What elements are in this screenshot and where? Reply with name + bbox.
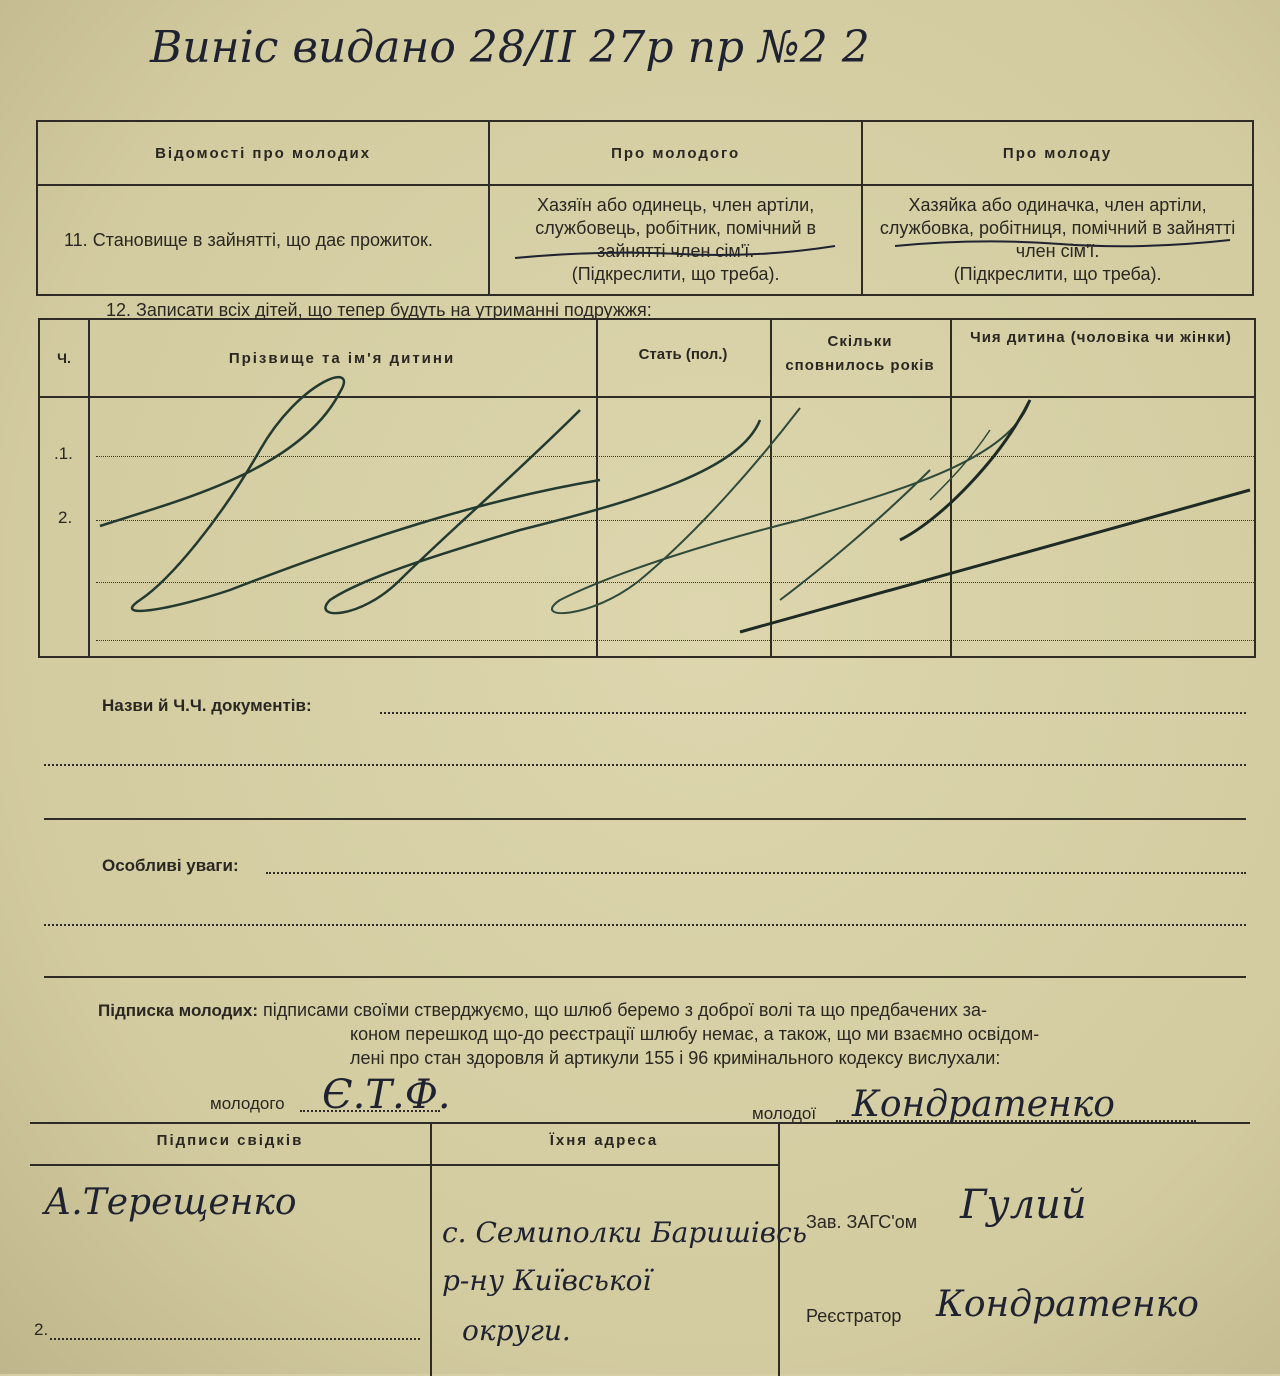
head-signature: Гулий [960, 1182, 1087, 1228]
groom-signature-label: молодого [210, 1094, 285, 1113]
bride-underline-note: (Підкреслити, що треба). [953, 264, 1162, 284]
groom-signature: Є.Т.Ф. [322, 1072, 451, 1118]
occupation-row-label: 11. Становище в зайнятті, що дає прожиток. [37, 185, 489, 295]
handwritten-header-note: Виніс видано 28/II 27р пр №2 2 [150, 22, 870, 73]
head-label: Зав. ЗАГС'ом [806, 1212, 918, 1232]
col-name-header: Прізвище та ім'я дитини [228, 350, 456, 367]
witness-address-line-2: р-ну Київської [442, 1264, 652, 1297]
col-sex-header: Стать (пол.) [638, 346, 728, 363]
col-age-header: Скільки сповнилось років [785, 333, 935, 374]
header-info: Відомості про молодих [37, 121, 489, 185]
witness-table [30, 1122, 1250, 1376]
bride-signature-label: молодої [752, 1104, 817, 1123]
col-number-header: Ч. [57, 350, 71, 366]
groom-underline-note: (Підкреслити, що треба). [571, 264, 780, 284]
child-row-1-number: .1. [54, 444, 73, 463]
witness-sign-header: Підписи свідків [156, 1132, 304, 1149]
cancellation-strokes [0, 0, 1280, 680]
child-row-2-number: 2. [58, 508, 73, 527]
notes-label: Особливі уваги: [102, 856, 239, 875]
bride-signature: Кондратенко [852, 1084, 1115, 1125]
witness-1-signature: А.Терещенко [44, 1182, 297, 1223]
witness-address-line-3: округи. [462, 1314, 571, 1347]
bride-occupation-options: Хазяйка або одиначка, член артіли, службовка, робітниця, помічний в зайнятті член сім'ї. [879, 195, 1236, 261]
witness-address-line-1: с. Семиполки Баришівсь [442, 1216, 808, 1249]
header-groom: Про молодого [489, 121, 862, 185]
declaration-line-1: підписами своїми стверджуємо, що шлюб беремо з доброї волі та що предбачених за- [263, 1000, 988, 1020]
declaration-block [98, 998, 1248, 1023]
witness-row-2-number: 2. [34, 1320, 49, 1339]
groom-occupation-options: Хазяїн або одинець, член артіли, службовець, робітник, помічний в зайнятті член сім'ї. [535, 195, 817, 261]
registrar-label: Реєстратор [806, 1306, 902, 1326]
documents-label: Назви й Ч.Ч. документів: [102, 696, 312, 715]
children-section-title: 12. Записати всіх дітей, що тепер будуть на утриманні подружжя: [106, 300, 652, 320]
declaration-line-3: лені про стан здоровля й артикули 155 і 96 кримінального кодексу вислухали: [350, 1048, 1001, 1068]
col-whose-header: Чия дитина (чоловіка чи жінки) [970, 329, 1232, 346]
witness-address-header: Їхня адреса [549, 1132, 659, 1149]
declaration-line-2: коном перешкод що-до реєстрації шлюбу немає, а також, що ми взаємно освідом- [350, 1024, 1040, 1044]
declaration-lead: Підписка молодих: [98, 1001, 258, 1020]
header-bride: Про молоду [862, 121, 1253, 185]
registrar-signature: Кондратенко [936, 1284, 1199, 1325]
